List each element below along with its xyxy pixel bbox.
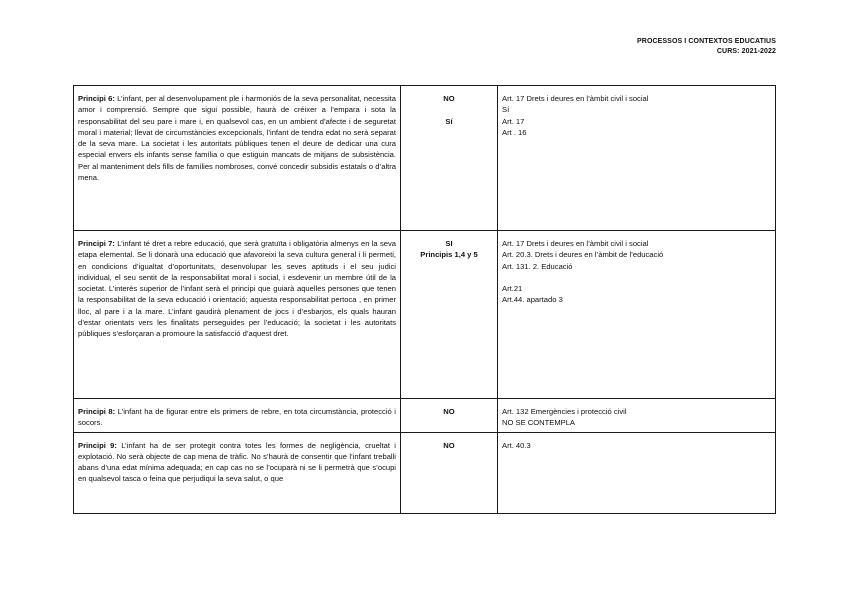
article-line	[502, 272, 771, 283]
table-row	[74, 432, 776, 513]
status-line: NO	[443, 440, 455, 450]
principle-text: L’infant ha de ser protegit contra totes les formes de negligència, crueltat i explotació. No serà objecte de cap mena de tràfic. No s’haurà de consentir que l’infant treballi abans d’una edat mínima adequada; en cap cas no se l’ocuparà ni se li permetrà que s’ocupi en qualsevol tasca o feina que perjudiqui la seva salut, o que	[78, 440, 396, 484]
status-line: SI	[445, 239, 453, 248]
status-line: NO	[443, 94, 455, 103]
status-line: Sí	[445, 116, 453, 126]
principle-cell	[74, 399, 401, 433]
principle-text: L’infant ha de figurar entre els primers de rebre, en tota circumstància, protecció i socors.	[78, 407, 396, 428]
status-cell	[401, 432, 498, 513]
article-line: Sí	[502, 105, 510, 115]
status-cell	[401, 86, 498, 231]
header-course: CURS: 2021-2022	[716, 47, 776, 55]
principle-text: L’infant, per al desenvolupament ple i harmoniós de la seva personalitat, necessita amor i comprensió. Sempre que sigui possible, haurà de créixer a l’empara i sota la responsabilitat del seu pare i mare i, en qualsevol cas, en un ambient d’afecte i de seguretat moral i material; llevat de circumstàncies excepcionals, l’infant de tendra edat no serà separat de la seva mare. La societat i les autoritats públiques tenen el deure de dedicar una cura especial envers els infants sense família o que estiguin mancats de mitjans de subsistència. Per al manteniment dels fills de famílies nombroses, convé concedir subsidis estatals o d’altra mena.	[78, 94, 396, 183]
principle-text: L’infant té dret a rebre educació, que serà gratuïta i obligatòria almenys en la seva etapa elemental. Se li donarà una educació que afavoreixi la seva cultura general i li permeti, en condicions d’igualtat d’oportunitats, desenvolupar les seves aptituds i el seu judici individual, el seu sentit de la responsabilitat moral i social, i esdevenir un membre útil de la societat. L’interès superior de l’infant serà el principi que guiarà aquelles persones que tenen la responsabilitat de la seva educació i orientació; aquesta responsabilitat pertoca , en primer lloc, al pare i a la mare. L’infant gaudirà plenament de jocs i d’esbarjos, els quals hauran d’estar orientats vers les finalitats perseguides per l’educació; la societat i les autoritats públiques s’esforçaran a promoure la satisfacció d’aquest dret.	[78, 239, 396, 339]
table-row	[74, 86, 776, 231]
principle-cell	[74, 432, 401, 513]
article-line: Art. 20.3. Drets i deures en l’àmbit de l’educació	[502, 250, 664, 260]
articles-cell	[498, 231, 776, 399]
status-cell	[401, 231, 498, 399]
article-line: Art. 17 Drets i deures en l’àmbit civil i social	[502, 94, 649, 103]
principle-label: Principi 9:	[78, 440, 117, 450]
article-line: Art. 40.3	[502, 440, 531, 450]
article-line: Art. 17 Drets i deures en l’àmbit civil i social	[502, 239, 649, 248]
principle-label: Principi 7:	[78, 239, 115, 248]
status-line	[405, 104, 493, 115]
articles-cell	[498, 86, 776, 231]
article-line: Art. 132 Emergències i protecció civil	[502, 407, 627, 416]
article-line: Art . 16	[502, 127, 527, 137]
status-cell	[401, 399, 498, 433]
principles-table	[73, 85, 776, 514]
principle-cell	[74, 231, 401, 399]
article-line: Art.44. apartado 3	[502, 295, 563, 305]
principle-cell	[74, 86, 401, 231]
header-subject: PROCESSOS I CONTEXTOS EDUCATIUS	[637, 38, 776, 45]
table-row	[74, 231, 776, 399]
article-line: Art. 17	[502, 116, 525, 126]
document-header	[637, 37, 776, 56]
article-line: NO SE CONTEMPLA	[502, 418, 575, 428]
article-line: Art.21	[502, 284, 523, 294]
article-line: Art. 131. 2. Educació	[502, 261, 573, 271]
principle-label: Principi 6:	[78, 94, 115, 103]
articles-cell	[498, 432, 776, 513]
status-line: NO	[443, 407, 455, 416]
principle-label: Principi 8:	[78, 407, 116, 416]
status-line: Principis 1,4 y 5	[420, 250, 478, 260]
articles-cell	[498, 399, 776, 433]
table-row	[74, 399, 776, 433]
